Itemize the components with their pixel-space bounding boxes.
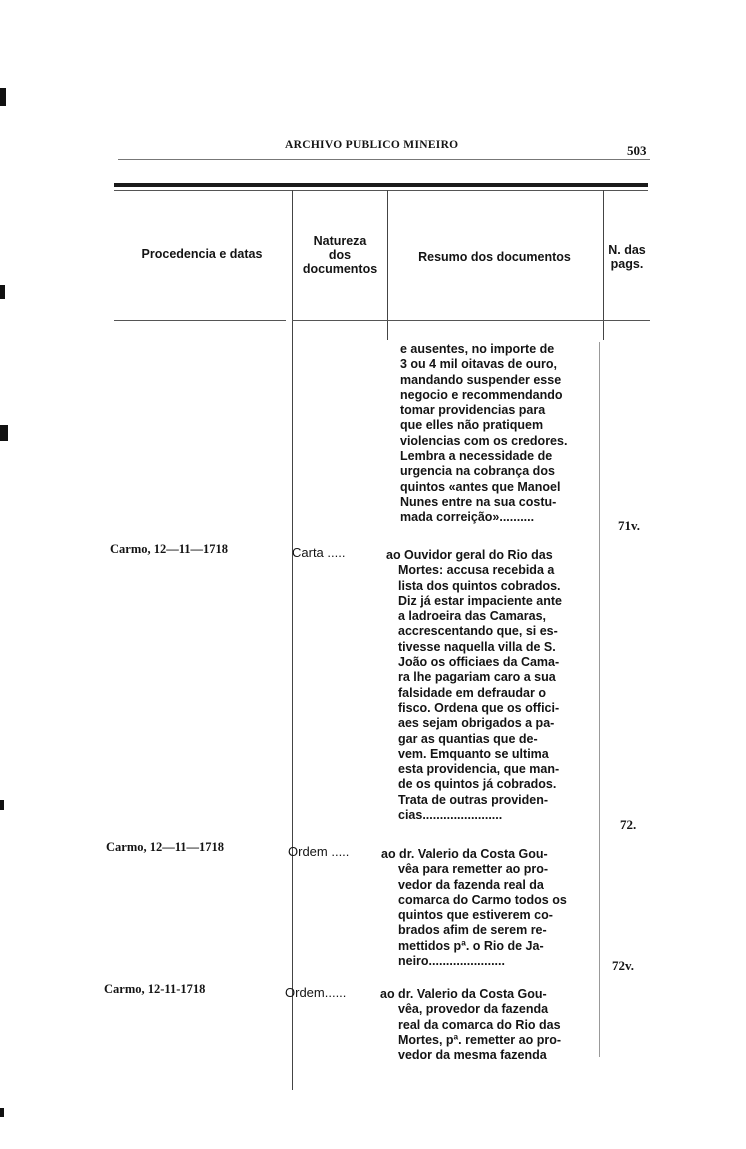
summary-line: e ausentes, no importe de (400, 342, 555, 356)
header-bottom-rule (114, 320, 286, 321)
column-header-pags-line: N. das (608, 243, 646, 257)
entry-2-procedencia: Carmo, 12—11—1718 (110, 542, 229, 556)
entry-4-summary (380, 987, 595, 1063)
summary-line: vêa para remetter ao pro- (398, 862, 549, 877)
entry-3-summary (381, 847, 595, 969)
summary-line: violencias com os credores. (400, 433, 568, 448)
summary-line: cias....................... (398, 808, 503, 823)
scan-mark (0, 800, 4, 810)
column-header-natureza-line: dos (328, 248, 352, 262)
summary-line: ao dr. Valerio da Costa Gou- (380, 987, 547, 1001)
summary-line: quintos que estiverem co- (398, 908, 553, 923)
summary-line: aes sejam obrigados a pa- (398, 716, 555, 731)
summary-line: fisco. Ordena que os offici- (398, 700, 560, 715)
column-header-natureza (294, 234, 386, 276)
summary-line: lista dos quintos cobrados. (398, 578, 561, 593)
summary-line: vedor da mesma fazenda (398, 1048, 547, 1063)
scan-mark (0, 285, 5, 299)
column-divider-1 (292, 190, 293, 1090)
summary-line: tivesse naquella villa de S. (398, 639, 556, 654)
entry-3-procedencia: Carmo, 12—11—1718 (106, 840, 225, 854)
column-header-resumo: Resumo dos documentos (418, 250, 571, 264)
summary-line: vedor da fazenda real da (398, 877, 544, 892)
summary-line: quintos «antes que Manoel (400, 479, 561, 494)
summary-line: mettidos pª. o Rio de Ja- (398, 938, 544, 953)
entry-2-pages: 72. (620, 817, 637, 832)
header-rule (118, 159, 650, 160)
table-top-thin-rule (114, 190, 648, 191)
summary-line: João os officiaes da Cama- (398, 655, 560, 670)
column-header-pags-line: pags. (610, 257, 644, 271)
summary-line: vêa, provedor da fazenda (398, 1002, 549, 1017)
summary-line: Lembra a necessidade de (400, 449, 553, 464)
scan-mark (0, 425, 8, 441)
entry-1-summary (400, 342, 600, 526)
summary-line: gar as quantias que de- (398, 731, 538, 746)
summary-line: ao Ouvidor geral do Rio das (386, 548, 553, 562)
scan-mark (0, 1108, 4, 1117)
page-number: 503 (627, 143, 647, 158)
entry-4-procedencia: Carmo, 12-11-1718 (104, 982, 206, 996)
column-header-procedencia: Procedencia e datas (141, 247, 263, 261)
summary-line: neiro...................... (398, 954, 505, 969)
summary-line: tomar providencias para (400, 403, 546, 418)
summary-line: de os quintos já cobrados. (398, 777, 557, 792)
summary-line: Trata de outras providen- (398, 792, 549, 807)
summary-line: real da comarca do Rio das (398, 1017, 561, 1032)
summary-line: comarca do Carmo todos os (398, 892, 567, 907)
running-header-title: ARCHIVO PUBLICO MINEIRO (285, 139, 459, 151)
summary-line: brados afim de serem re- (398, 923, 547, 938)
entry-1-pages: 71v. (618, 518, 641, 533)
summary-line: ra lhe pagariam caro a sua (398, 670, 556, 685)
summary-line: Diz já estar impaciente ante (398, 593, 562, 608)
summary-line: Mortes: accusa recebida a (398, 563, 555, 578)
scan-mark (0, 88, 6, 106)
column-header-natureza-line: Natureza (313, 234, 367, 248)
summary-line: vem. Emquanto se ultima (398, 746, 549, 761)
header-bottom-rule (292, 320, 387, 321)
column-header-natureza-line: documentos (302, 262, 378, 276)
summary-line: ao dr. Valerio da Costa Gou- (381, 847, 548, 861)
summary-line: accrescentando que, si es- (398, 624, 558, 639)
entry-2-natureza: Carta ..... (292, 545, 346, 560)
column-divider-2 (387, 190, 388, 340)
summary-line: esta providencia, que man- (398, 762, 560, 777)
summary-line: mada correição».......... (400, 510, 535, 525)
entry-4-natureza: Ordem...... (285, 985, 347, 1000)
column-header-pags (604, 243, 650, 271)
summary-line: Mortes, pª. remetter ao pro- (398, 1032, 561, 1047)
summary-line: a ladroeira das Camaras, (398, 609, 546, 624)
summary-line: falsidade em defraudar o (398, 685, 546, 700)
summary-line: negocio e recommendando (400, 387, 563, 402)
table-top-rule (114, 183, 648, 187)
entry-3-pages: 72v. (612, 958, 635, 973)
summary-line: que elles não pratiquem (400, 418, 544, 433)
header-bottom-rule (387, 320, 603, 321)
summary-line: Nunes entre na sua costu- (400, 494, 557, 509)
summary-line: 3 ou 4 mil oitavas de ouro, (400, 357, 557, 372)
summary-line: urgencia na cobrança dos (400, 464, 555, 479)
summary-line: mandando suspender esse (400, 372, 562, 387)
header-bottom-rule (603, 320, 650, 321)
entry-2-summary (386, 548, 596, 823)
entry-3-natureza: Ordem ..... (288, 844, 350, 859)
